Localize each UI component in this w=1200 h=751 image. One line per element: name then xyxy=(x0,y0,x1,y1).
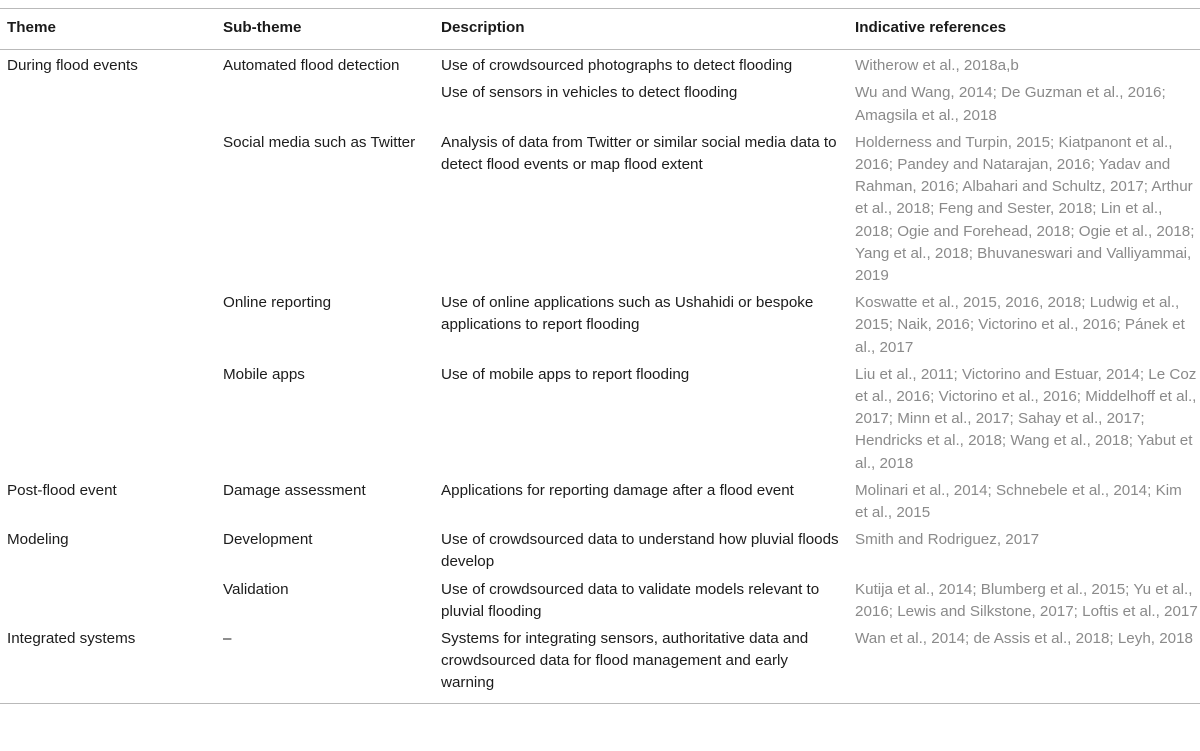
cell-theme: Modeling xyxy=(7,531,69,549)
header-row xyxy=(0,9,1200,50)
cell-sub-theme: – xyxy=(216,623,434,703)
table-row xyxy=(0,475,1200,524)
cell-sub-theme: Mobile apps xyxy=(223,365,305,383)
cell-sub-theme: Damage assessment xyxy=(223,481,366,499)
cell-description: Use of sensors in vehicles to detect flooding xyxy=(441,84,738,102)
header-sub-theme: Sub-theme xyxy=(216,9,434,50)
table-row xyxy=(0,287,1200,359)
cell-references: Koswatte et al., 2015, 2016, 2018; Ludwig et al., 2015; Naik, 2016; Victorino et al., 2016; Pánek et al., 2017 xyxy=(855,294,1185,356)
header-references: Indicative references xyxy=(848,9,1200,50)
cell-description: Use of crowdsourced data to understand how pluvial floods develop xyxy=(441,531,839,571)
cell-sub-theme: Social media such as Twitter xyxy=(223,133,416,151)
cell-description: Applications for reporting damage after a flood event xyxy=(441,481,794,499)
cell-references: Witherow et al., 2018a,b xyxy=(855,57,1019,75)
cell-references: Holderness and Turpin, 2015; Kiatpanont et al., 2016; Pandey and Natarajan, 2016; Yadav and Rahman, 2016; Albahari and Schultz, 2017; Arthur et al., 2018; Feng and Sester, 2018; Lin et al., 2018; Ogie and Forehead, 2018; Ogie et al., 2018; Yang et al., 2018; Bhuvaneswari and Valliyammai, 2019 xyxy=(855,133,1195,285)
cell-references: Molinari et al., 2014; Schnebele et al., 2014; Kim et al., 2015 xyxy=(855,481,1182,522)
cell-description: Use of mobile apps to report flooding xyxy=(441,365,690,383)
cell-theme xyxy=(0,359,216,475)
cell-sub-theme: Development xyxy=(223,531,313,549)
cell-references: Wu and Wang, 2014; De Guzman et al., 2016; Amagsila et al., 2018 xyxy=(855,84,1166,124)
cell-references: Liu et al., 2011; Victorino and Estuar, 2014; Le Coz et al., 2016; Victorino et al., 2016; Middelhoff et al., 2017; Minn et al., 2017; Sahay et al., 2017; Hendricks et al., 2018; Wang et al., 2018; Yabut et al., 2018 xyxy=(855,365,1197,472)
crowdsourcing-flood-table xyxy=(0,8,1200,704)
cell-references: Wan et al., 2014; de Assis et al., 2018; Leyh, 2018 xyxy=(848,623,1200,703)
cell-description: Use of crowdsourced photographs to detect flooding xyxy=(441,57,793,75)
header-description: Description xyxy=(434,9,848,50)
cell-sub-theme: Automated flood detection xyxy=(223,57,400,75)
cell-theme xyxy=(0,77,216,126)
table-row xyxy=(0,623,1200,703)
cell-description: Use of online applications such as Ushahidi or bespoke applications to report flooding xyxy=(441,294,814,334)
table-row xyxy=(0,77,1200,126)
cell-sub-theme xyxy=(216,77,434,126)
table-row xyxy=(0,524,1200,573)
cell-sub-theme: Validation xyxy=(223,580,289,598)
cell-theme: Integrated systems xyxy=(0,623,216,703)
cell-theme xyxy=(0,287,216,359)
cell-sub-theme: Online reporting xyxy=(223,294,332,312)
cell-theme xyxy=(0,127,216,287)
cell-description: Use of crowdsourced data to validate models relevant to pluvial flooding xyxy=(441,580,820,620)
cell-references: Smith and Rodriguez, 2017 xyxy=(855,531,1040,549)
cell-description: Analysis of data from Twitter or similar social media data to detect flood events or map flood extent xyxy=(441,133,837,174)
cell-theme: During flood events xyxy=(7,57,138,75)
cell-theme xyxy=(0,574,216,623)
cell-references: Kutija et al., 2014; Blumberg et al., 2015; Yu et al., 2016; Lewis and Silkstone, 2017; Loftis et al., 2017 xyxy=(855,580,1198,620)
header-theme: Theme xyxy=(0,9,216,50)
table-row xyxy=(0,127,1200,287)
table-row xyxy=(0,359,1200,475)
cell-description: Systems for integrating sensors, authoritative data and crowdsourced data for flood management and early warning xyxy=(434,623,848,703)
cell-theme: Post-flood event xyxy=(7,481,117,499)
table-row xyxy=(0,574,1200,623)
table-row xyxy=(0,50,1200,78)
